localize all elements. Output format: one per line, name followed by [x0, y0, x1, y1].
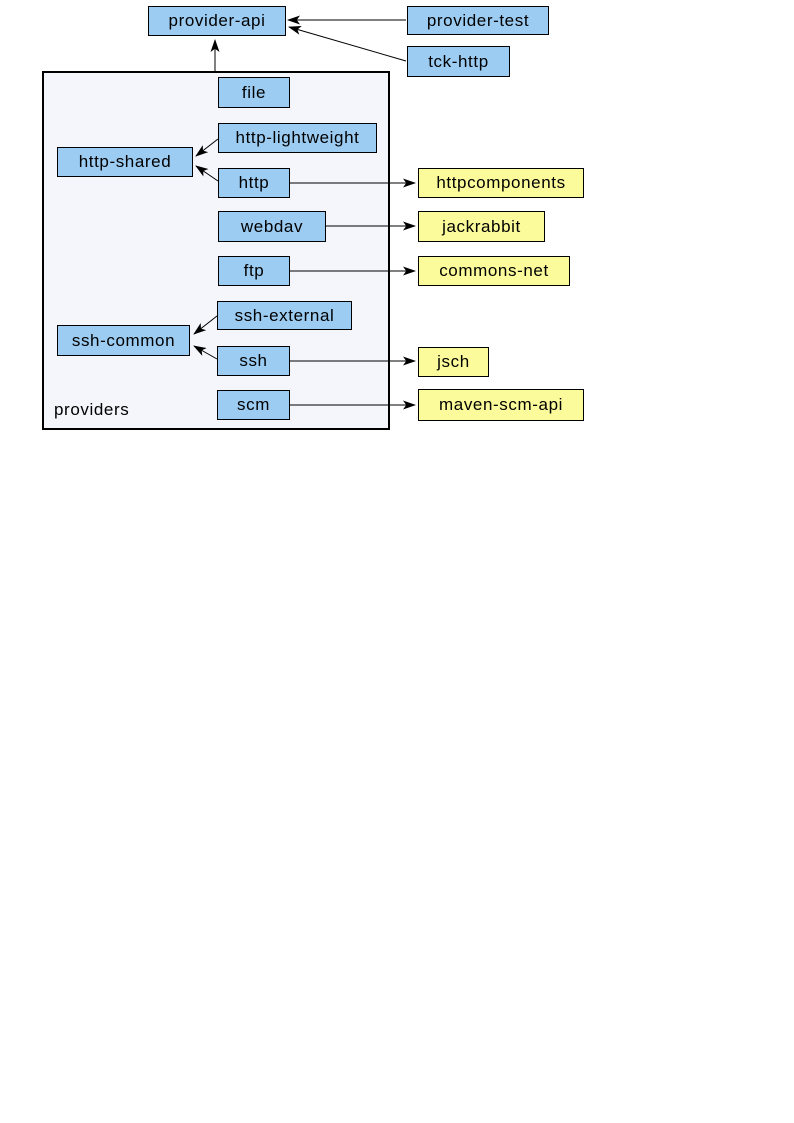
- node-tck-http: tck-http: [407, 46, 510, 77]
- node-jackrabbit: jackrabbit: [418, 211, 545, 242]
- node-maven-scm-api: maven-scm-api: [418, 389, 584, 421]
- node-jsch: jsch: [418, 347, 489, 377]
- node-commons-net: commons-net: [418, 256, 570, 286]
- node-ssh-common: ssh-common: [57, 325, 190, 356]
- node-http-lightweight: http-lightweight: [218, 123, 377, 153]
- node-ssh-external: ssh-external: [217, 301, 352, 330]
- edge-tck-http-to-provider-api: [289, 27, 406, 61]
- node-provider-test: provider-test: [407, 6, 549, 35]
- node-webdav: webdav: [218, 211, 326, 242]
- node-file: file: [218, 77, 290, 108]
- node-provider-api: provider-api: [148, 6, 286, 36]
- node-http: http: [218, 168, 290, 198]
- providers-cluster-label: providers: [54, 400, 130, 419]
- node-httpcomponents: httpcomponents: [418, 168, 584, 198]
- node-scm: scm: [217, 390, 290, 420]
- node-ssh: ssh: [217, 346, 290, 376]
- node-ftp: ftp: [218, 256, 290, 286]
- node-http-shared: http-shared: [57, 147, 193, 177]
